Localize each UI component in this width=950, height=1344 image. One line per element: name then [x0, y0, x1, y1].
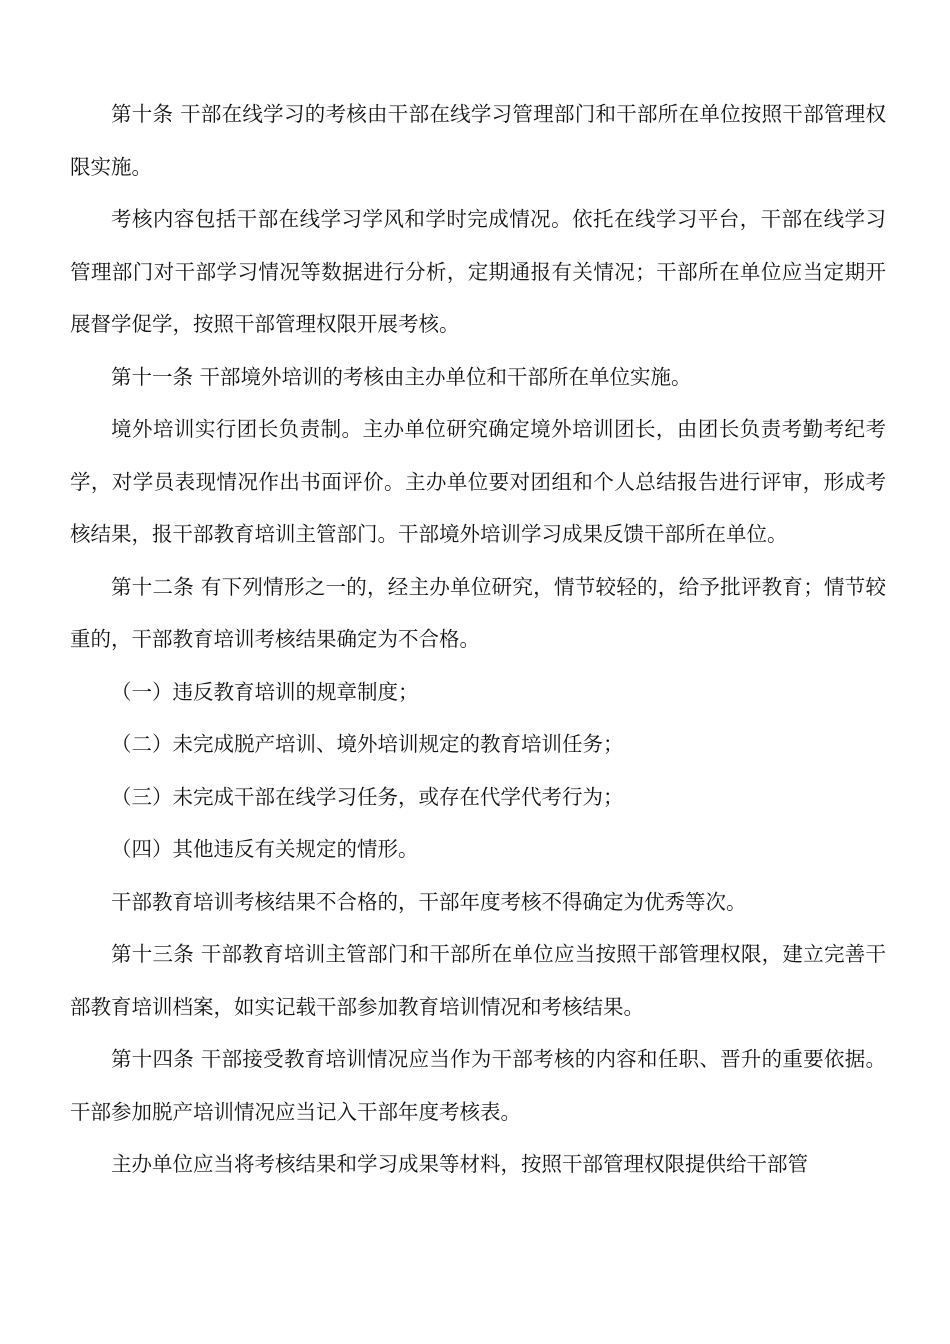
article-11-paragraph: 第十一条 干部境外培训的考核由主办单位和干部所在单位实施。 [111, 364, 692, 389]
article-12-item-2: （二）未完成脱产培训、境外培训规定的教育培训任务； [111, 732, 624, 756]
document-page [70, 88, 886, 1191]
article-12-item-3: （三）未完成干部在线学习任务，或存在代学代考行为； [111, 784, 624, 809]
article-12-paragraph: 第十二条 有下列情形之一的，经主办单位研究，情节较轻的，给予批评教育；情节较重的，干部教育培训考核结果确定为不合格。 [70, 574, 886, 651]
article-11-team-leader: 境外培训实行团长负责制。主办单位研究确定境外培训团长，由团长负责考勤考纪考学，对学员表现情况作出书面评价。主办单位要对团组和个人总结报告进行评审，形成考核结果，报干部教育培训主管部门。干部境外培训学习成果反馈干部所在单位。 [70, 417, 886, 546]
article-14-paragraph: 第十四条 干部接受教育培训情况应当作为干部考核的内容和任职、晋升的重要依据。干部参加脱产培训情况应当记入干部年度考核表。 [70, 1047, 886, 1124]
article-10-paragraph: 第十条 干部在线学习的考核由干部在线学习管理部门和干部所在单位按照干部管理权限实施。 [70, 102, 886, 179]
article-12-consequence: 干部教育培训考核结果不合格的，干部年度考核不得确定为优秀等次。 [111, 889, 747, 914]
article-13-paragraph: 第十三条 干部教育培训主管部门和干部所在单位应当按照干部管理权限，建立完善干部教育培训档案，如实记载干部参加教育培训情况和考核结果。 [70, 942, 886, 1019]
article-12-item-4: （四）其他违反有关规定的情形。 [111, 837, 419, 861]
article-12-item-1: （一）违反教育培训的规章制度； [111, 679, 419, 704]
article-14-continuation: 主办单位应当将考核结果和学习成果等材料，按照干部管理权限提供给干部管 [111, 1152, 808, 1176]
article-10-assessment-content: 考核内容包括干部在线学习学风和学时完成情况。依托在线学习平台，干部在线学习管理部门对干部学习情况等数据进行分析，定期通报有关情况；干部所在单位应当定期开展督学促学，按照干部管理权限开展考核。 [70, 207, 886, 336]
